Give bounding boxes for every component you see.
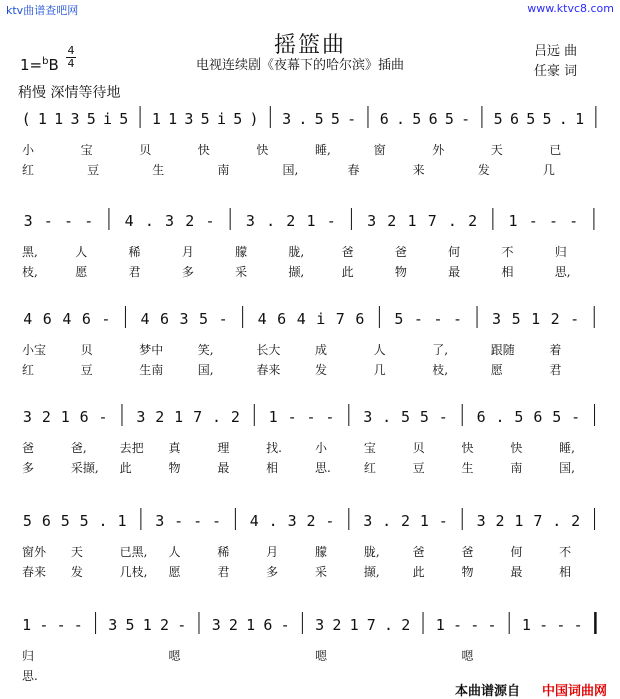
note-symbol: 3 bbox=[184, 110, 194, 128]
lyric-word: 最 bbox=[510, 565, 523, 579]
lyric-word: 嗯 bbox=[168, 649, 181, 663]
lyric-word: 豆 bbox=[87, 163, 100, 177]
tempo-marking: 稍慢 深情等待地 bbox=[18, 85, 121, 101]
note-symbol: - bbox=[539, 616, 549, 634]
note-symbol: 3 bbox=[70, 110, 80, 128]
note-symbol: - bbox=[84, 212, 94, 230]
key-note: B bbox=[48, 56, 59, 74]
lyric-word: 最 bbox=[448, 265, 461, 279]
note-symbol: 3 bbox=[367, 212, 377, 230]
note-symbol: 1 bbox=[306, 212, 316, 230]
note-symbol: 6 bbox=[41, 512, 51, 530]
note-symbol: 1 bbox=[246, 616, 256, 634]
note-symbol: - bbox=[306, 408, 316, 426]
lyricist-credit: 任豪 词 bbox=[534, 64, 578, 79]
note-symbol: 5 bbox=[419, 408, 429, 426]
lyric-word: 几 bbox=[542, 163, 555, 177]
note-symbol: - bbox=[571, 408, 581, 426]
lyric-word: 相 bbox=[559, 565, 572, 579]
lyric-word: 快 bbox=[197, 143, 210, 157]
lyric-word: 梦中 bbox=[139, 343, 164, 357]
lyric-word: 国, bbox=[559, 461, 575, 475]
note-symbol: - bbox=[287, 408, 297, 426]
note-symbol: 4 bbox=[124, 212, 134, 230]
note-symbol: i bbox=[216, 110, 226, 128]
lyric-word: 此 bbox=[119, 461, 132, 475]
watermark-right: www.ktvc8.com bbox=[527, 2, 614, 15]
lyric-word: 理 bbox=[217, 441, 230, 455]
note-symbol: 1 bbox=[117, 512, 127, 530]
lyric-word: 生 bbox=[461, 461, 474, 475]
note-symbol: - bbox=[218, 310, 228, 328]
note-symbol: - bbox=[64, 212, 74, 230]
lyric-word: 小 bbox=[22, 143, 35, 157]
note-symbol: 5 bbox=[125, 616, 135, 634]
lyric-word: 何 bbox=[510, 545, 523, 559]
lyric-word: 豆 bbox=[412, 461, 425, 475]
lyric-word: 胧, bbox=[288, 245, 305, 259]
note-symbol: 5 bbox=[444, 110, 454, 128]
note-symbol: 6 bbox=[277, 310, 287, 328]
lyric-word: 窗外 bbox=[22, 545, 47, 559]
note-symbol: 1 bbox=[407, 212, 417, 230]
note-symbol: 5 bbox=[394, 310, 404, 328]
lyric-word: 天 bbox=[70, 545, 83, 559]
lyric-word: 愿 bbox=[75, 265, 88, 279]
lyric-word: 几 bbox=[373, 363, 386, 377]
note-symbol: - bbox=[570, 310, 580, 328]
lyric-word: 嗯 bbox=[461, 649, 474, 663]
lyric-word: 思. bbox=[22, 669, 38, 683]
note-symbol: 6 bbox=[81, 310, 91, 328]
key-prefix: 1= bbox=[20, 56, 43, 74]
lyric-word: 睡, bbox=[559, 441, 575, 455]
lyric-word: 嗯 bbox=[315, 649, 328, 663]
note-symbol: - bbox=[211, 512, 221, 530]
lyric-word: 小宝 bbox=[22, 343, 47, 357]
note-symbol: 7 bbox=[366, 616, 376, 634]
lyric-word: 最 bbox=[217, 461, 230, 475]
note-symbol: - bbox=[73, 616, 83, 634]
song-subtitle: 电视连续剧《夜幕下的哈尔滨》插曲 bbox=[196, 58, 405, 73]
lyric-word: 快 bbox=[461, 441, 474, 455]
note-symbol: 2 bbox=[41, 408, 51, 426]
lyric-word: 月 bbox=[266, 545, 279, 559]
note-symbol: 4 bbox=[249, 512, 259, 530]
note-symbol: 2 bbox=[495, 512, 505, 530]
note-symbol: 1 bbox=[514, 512, 524, 530]
lyric-word: 爸, bbox=[70, 441, 87, 455]
note-symbol: 6 bbox=[355, 310, 365, 328]
note-symbol: 2 bbox=[155, 408, 165, 426]
note-symbol: 5 bbox=[233, 110, 243, 128]
note-symbol: 4 bbox=[62, 310, 72, 328]
lyric-word: 爸 bbox=[22, 441, 35, 455]
note-symbol: 3 bbox=[315, 616, 325, 634]
lyric-word: 生南 bbox=[139, 363, 164, 377]
lyric-word: 采 bbox=[235, 265, 248, 279]
lyric-word: 多 bbox=[181, 265, 194, 279]
note-symbol: 4 bbox=[23, 310, 33, 328]
note-symbol: 2 bbox=[185, 212, 195, 230]
lyric-word: 几枝, bbox=[119, 565, 148, 579]
note-symbol: 6 bbox=[79, 408, 89, 426]
lyric-word: 胧, bbox=[363, 545, 380, 559]
lyric-word: 人 bbox=[373, 343, 386, 357]
lyric-word: 跟随 bbox=[490, 343, 515, 357]
lyric-word: 快 bbox=[256, 143, 269, 157]
lyric-word: 已 bbox=[549, 143, 562, 157]
lyric-word: 南 bbox=[217, 163, 230, 177]
lyric-word: 长大 bbox=[256, 343, 281, 357]
note-symbol: 3 bbox=[282, 110, 292, 128]
lyric-word: 成 bbox=[315, 343, 328, 357]
note-symbol: 1 bbox=[174, 408, 184, 426]
note-symbol: - bbox=[433, 310, 443, 328]
note-symbol: - bbox=[556, 616, 566, 634]
note-symbol: 3 bbox=[23, 212, 33, 230]
note-symbol: i bbox=[316, 310, 326, 328]
note-symbol: - bbox=[528, 212, 538, 230]
lyric-word: 归 bbox=[554, 245, 567, 259]
note-symbol: - bbox=[43, 212, 53, 230]
lyric-word: 枝, bbox=[432, 363, 449, 377]
note-symbol: - bbox=[325, 408, 335, 426]
note-symbol: 4 bbox=[140, 310, 150, 328]
lyric-word: 外 bbox=[432, 143, 445, 157]
lyric-word: 国, bbox=[197, 363, 214, 377]
lyric-word: 爸 bbox=[412, 545, 425, 559]
note-symbol: 5 bbox=[22, 512, 32, 530]
lyric-word: 归 bbox=[22, 649, 35, 663]
lyric-word: 豆 bbox=[80, 363, 93, 377]
meter-bottom: 4 bbox=[67, 57, 75, 70]
watermark-left: ktv曲谱查吧网 bbox=[6, 4, 79, 17]
note-symbol: . bbox=[552, 512, 562, 530]
lyric-word: 春来 bbox=[256, 363, 281, 377]
note-symbol: 3 bbox=[108, 616, 118, 634]
lyric-word: 睡, bbox=[315, 143, 331, 157]
note-symbol: 5 bbox=[199, 310, 209, 328]
note-symbol: 1 bbox=[531, 310, 541, 328]
note-symbol: 5 bbox=[200, 110, 210, 128]
lyric-word: 黑, bbox=[22, 245, 38, 259]
note-symbol: 2 bbox=[286, 212, 296, 230]
note-symbol: . bbox=[396, 110, 406, 128]
note-symbol: - bbox=[347, 110, 357, 128]
lyric-word: 采 bbox=[315, 565, 328, 579]
lyric-word: 生 bbox=[152, 163, 165, 177]
lyric-word: 思. bbox=[315, 461, 331, 475]
lyric-word: 来 bbox=[412, 163, 425, 177]
lyric-word: 笑, bbox=[197, 343, 214, 357]
lyric-word: 相 bbox=[501, 265, 514, 279]
lyric-word: 枝, bbox=[22, 265, 38, 279]
note-symbol: 5 bbox=[493, 110, 503, 128]
note-symbol: . bbox=[382, 512, 392, 530]
lyric-word: 爸 bbox=[461, 545, 474, 559]
note-symbol: 1 bbox=[435, 616, 445, 634]
lyric-word: 思, bbox=[554, 265, 571, 279]
lyric-word: 发 bbox=[70, 565, 83, 579]
note-symbol: - bbox=[193, 512, 203, 530]
lyric-word: 人 bbox=[168, 545, 181, 559]
meter-top: 4 bbox=[67, 44, 75, 57]
lyric-word: 贝 bbox=[412, 441, 425, 455]
lyric-word: 真 bbox=[168, 441, 181, 455]
note-symbol: 2 bbox=[228, 616, 238, 634]
note-symbol: 2 bbox=[332, 616, 342, 634]
note-symbol: ) bbox=[249, 110, 259, 128]
note-symbol: . bbox=[211, 408, 221, 426]
lyric-word: 窗 bbox=[373, 143, 386, 157]
note-symbol: - bbox=[452, 310, 463, 328]
note-symbol: 6 bbox=[509, 110, 519, 128]
note-symbol: 5 bbox=[542, 110, 552, 128]
lyric-word: 贝 bbox=[80, 343, 93, 357]
lyric-word: 物 bbox=[461, 565, 474, 579]
note-symbol: 2 bbox=[468, 212, 478, 230]
note-symbol: 5 bbox=[86, 110, 96, 128]
lyric-word: 国, bbox=[282, 163, 299, 177]
note-symbol: 6 bbox=[476, 408, 486, 426]
note-symbol: 1 bbox=[60, 408, 70, 426]
note-symbol: - bbox=[438, 512, 448, 530]
lyric-word: 君 bbox=[217, 565, 230, 579]
lyric-word: 相 bbox=[266, 461, 279, 475]
note-symbol: ( bbox=[21, 110, 31, 128]
note-symbol: 1 bbox=[142, 616, 152, 634]
note-symbol: - bbox=[452, 616, 463, 634]
note-symbol: . bbox=[558, 110, 568, 128]
note-symbol: - bbox=[98, 408, 108, 426]
note-symbol: 2 bbox=[387, 212, 397, 230]
note-symbol: 6 bbox=[428, 110, 438, 128]
note-symbol: 6 bbox=[159, 310, 170, 328]
lyric-word: 朦 bbox=[315, 545, 328, 559]
lyric-word: 贝 bbox=[139, 143, 152, 157]
note-symbol: - bbox=[548, 212, 558, 230]
note-symbol: . bbox=[144, 212, 154, 230]
note-symbol: 3 bbox=[211, 616, 221, 634]
lyric-word: 已黑, bbox=[119, 545, 148, 559]
note-symbol: 5 bbox=[514, 408, 524, 426]
lyric-word: 何 bbox=[448, 245, 461, 259]
lyric-word: 快 bbox=[510, 441, 523, 455]
lyric-word: 月 bbox=[181, 245, 194, 259]
note-symbol: 1 bbox=[22, 616, 32, 634]
lyric-word: 不 bbox=[501, 245, 514, 259]
note-symbol: - bbox=[205, 212, 215, 230]
note-symbol: 3 bbox=[287, 512, 297, 530]
note-symbol: 6 bbox=[263, 616, 273, 634]
note-symbol: 2 bbox=[571, 512, 581, 530]
note-symbol: 1 bbox=[575, 110, 585, 128]
note-symbol: - bbox=[487, 616, 497, 634]
note-symbol: 1 bbox=[151, 110, 161, 128]
note-symbol: . bbox=[382, 408, 392, 426]
lyric-word: 多 bbox=[266, 565, 279, 579]
note-symbol: . bbox=[268, 512, 278, 530]
note-symbol: 1 bbox=[349, 616, 359, 634]
note-symbol: - bbox=[174, 512, 184, 530]
note-symbol: 3 bbox=[165, 212, 175, 230]
note-symbol: 3 bbox=[492, 310, 502, 328]
note-symbol: 5 bbox=[314, 110, 324, 128]
note-symbol: - bbox=[280, 616, 290, 634]
note-symbol: 1 bbox=[419, 512, 429, 530]
note-symbol: 3 bbox=[179, 310, 189, 328]
lyric-word: 爸 bbox=[394, 245, 407, 259]
note-symbol: 6 bbox=[533, 408, 543, 426]
lyric-word: 采撷, bbox=[70, 461, 99, 475]
lyric-word: 宝 bbox=[363, 441, 376, 455]
note-symbol: 6 bbox=[379, 110, 389, 128]
note-symbol: . bbox=[98, 512, 108, 530]
composer-credit: 吕远 曲 bbox=[534, 44, 578, 59]
lyric-word: 稀 bbox=[128, 245, 141, 259]
note-symbol: 5 bbox=[79, 512, 89, 530]
note-symbol: 2 bbox=[401, 512, 411, 530]
note-symbol: - bbox=[470, 616, 480, 634]
note-symbol: - bbox=[438, 408, 448, 426]
lyric-word: 撷, bbox=[363, 565, 380, 579]
note-symbol: . bbox=[384, 616, 394, 634]
note-symbol: - bbox=[101, 310, 111, 328]
note-symbol: - bbox=[39, 616, 49, 634]
lyric-word: 此 bbox=[412, 565, 425, 579]
lyric-word: 不 bbox=[559, 545, 572, 559]
note-symbol: - bbox=[326, 212, 336, 230]
note-symbol: 3 bbox=[136, 408, 146, 426]
footer-source: 本曲谱源自 bbox=[455, 684, 521, 699]
note-symbol: 3 bbox=[155, 512, 165, 530]
note-symbol: 3 bbox=[363, 408, 373, 426]
lyric-word: 找. bbox=[266, 441, 282, 455]
note-symbol: 3 bbox=[245, 212, 255, 230]
flat-sign: b bbox=[42, 56, 49, 67]
note-symbol: - bbox=[461, 110, 471, 128]
note-symbol: 1 bbox=[508, 212, 518, 230]
lyric-word: 人 bbox=[75, 245, 88, 259]
lyric-word: 发 bbox=[315, 363, 328, 377]
lyric-word: 稀 bbox=[217, 545, 230, 559]
lyric-word: 愿 bbox=[490, 363, 503, 377]
lyric-word: 物 bbox=[168, 461, 181, 475]
note-symbol: 1 bbox=[37, 110, 47, 128]
note-symbol: 2 bbox=[550, 310, 560, 328]
lyric-word: 红 bbox=[22, 163, 35, 177]
note-symbol: 1 bbox=[268, 408, 278, 426]
lyric-word: 春来 bbox=[22, 565, 47, 579]
note-symbol: 5 bbox=[60, 512, 70, 530]
lyric-word: 去把 bbox=[119, 441, 144, 455]
lyric-word: 着 bbox=[549, 343, 562, 357]
lyric-word: 南 bbox=[510, 461, 523, 475]
note-symbol: 5 bbox=[330, 110, 340, 128]
note-symbol: 5 bbox=[552, 408, 562, 426]
note-symbol: - bbox=[413, 310, 423, 328]
footer-site: 中国词曲网 bbox=[542, 684, 608, 699]
lyric-word: 天 bbox=[490, 143, 503, 157]
note-symbol: 7 bbox=[335, 310, 345, 328]
lyric-word: 红 bbox=[363, 461, 376, 475]
note-symbol: . bbox=[298, 110, 308, 128]
note-symbol: 1 bbox=[168, 110, 178, 128]
lyric-word: 宝 bbox=[80, 143, 93, 157]
note-symbol: 7 bbox=[427, 212, 437, 230]
note-symbol: 2 bbox=[306, 512, 316, 530]
lyric-word: 爸 bbox=[341, 245, 354, 259]
lyric-word: 红 bbox=[22, 363, 35, 377]
note-symbol: - bbox=[325, 512, 335, 530]
note-symbol: - bbox=[56, 616, 66, 634]
note-symbol: 7 bbox=[533, 512, 543, 530]
lyric-word: 撷, bbox=[288, 265, 305, 279]
note-symbol: 5 bbox=[119, 110, 129, 128]
note-symbol: 4 bbox=[296, 310, 306, 328]
note-symbol: 1 bbox=[521, 616, 531, 634]
note-symbol: 6 bbox=[42, 310, 52, 328]
lyric-word: 愿 bbox=[168, 565, 181, 579]
lyric-word: 多 bbox=[22, 461, 35, 475]
song-title: 摇篮曲 bbox=[273, 33, 346, 58]
note-symbol: 5 bbox=[511, 310, 521, 328]
lyric-word: 朦 bbox=[235, 245, 248, 259]
lyric-word: 物 bbox=[394, 265, 407, 279]
lyric-word: 君 bbox=[549, 363, 562, 377]
note-symbol: - bbox=[177, 616, 187, 634]
note-symbol: . bbox=[447, 212, 457, 230]
note-symbol: 5 bbox=[412, 110, 422, 128]
note-symbol: . bbox=[266, 212, 276, 230]
note-symbol: 3 bbox=[363, 512, 373, 530]
note-symbol: i bbox=[103, 110, 113, 128]
lyric-word: 小 bbox=[315, 441, 328, 455]
note-symbol: 3 bbox=[476, 512, 486, 530]
lyric-word: 春 bbox=[347, 163, 360, 177]
note-symbol: 5 bbox=[526, 110, 536, 128]
note-symbol: - bbox=[573, 616, 583, 634]
note-symbol: 5 bbox=[401, 408, 411, 426]
note-symbol: 3 bbox=[22, 408, 32, 426]
note-symbol: 2 bbox=[159, 616, 170, 634]
note-symbol: 2 bbox=[230, 408, 240, 426]
note-symbol: . bbox=[495, 408, 505, 426]
lyric-word: 发 bbox=[477, 163, 490, 177]
note-symbol: 2 bbox=[401, 616, 411, 634]
lyric-word: 了, bbox=[432, 343, 449, 357]
note-symbol: 1 bbox=[54, 110, 64, 128]
note-symbol: 4 bbox=[257, 310, 267, 328]
note-symbol: - bbox=[569, 212, 579, 230]
lyric-word: 君 bbox=[128, 265, 141, 279]
lyric-word: 此 bbox=[341, 265, 354, 279]
note-symbol: 7 bbox=[193, 408, 203, 426]
